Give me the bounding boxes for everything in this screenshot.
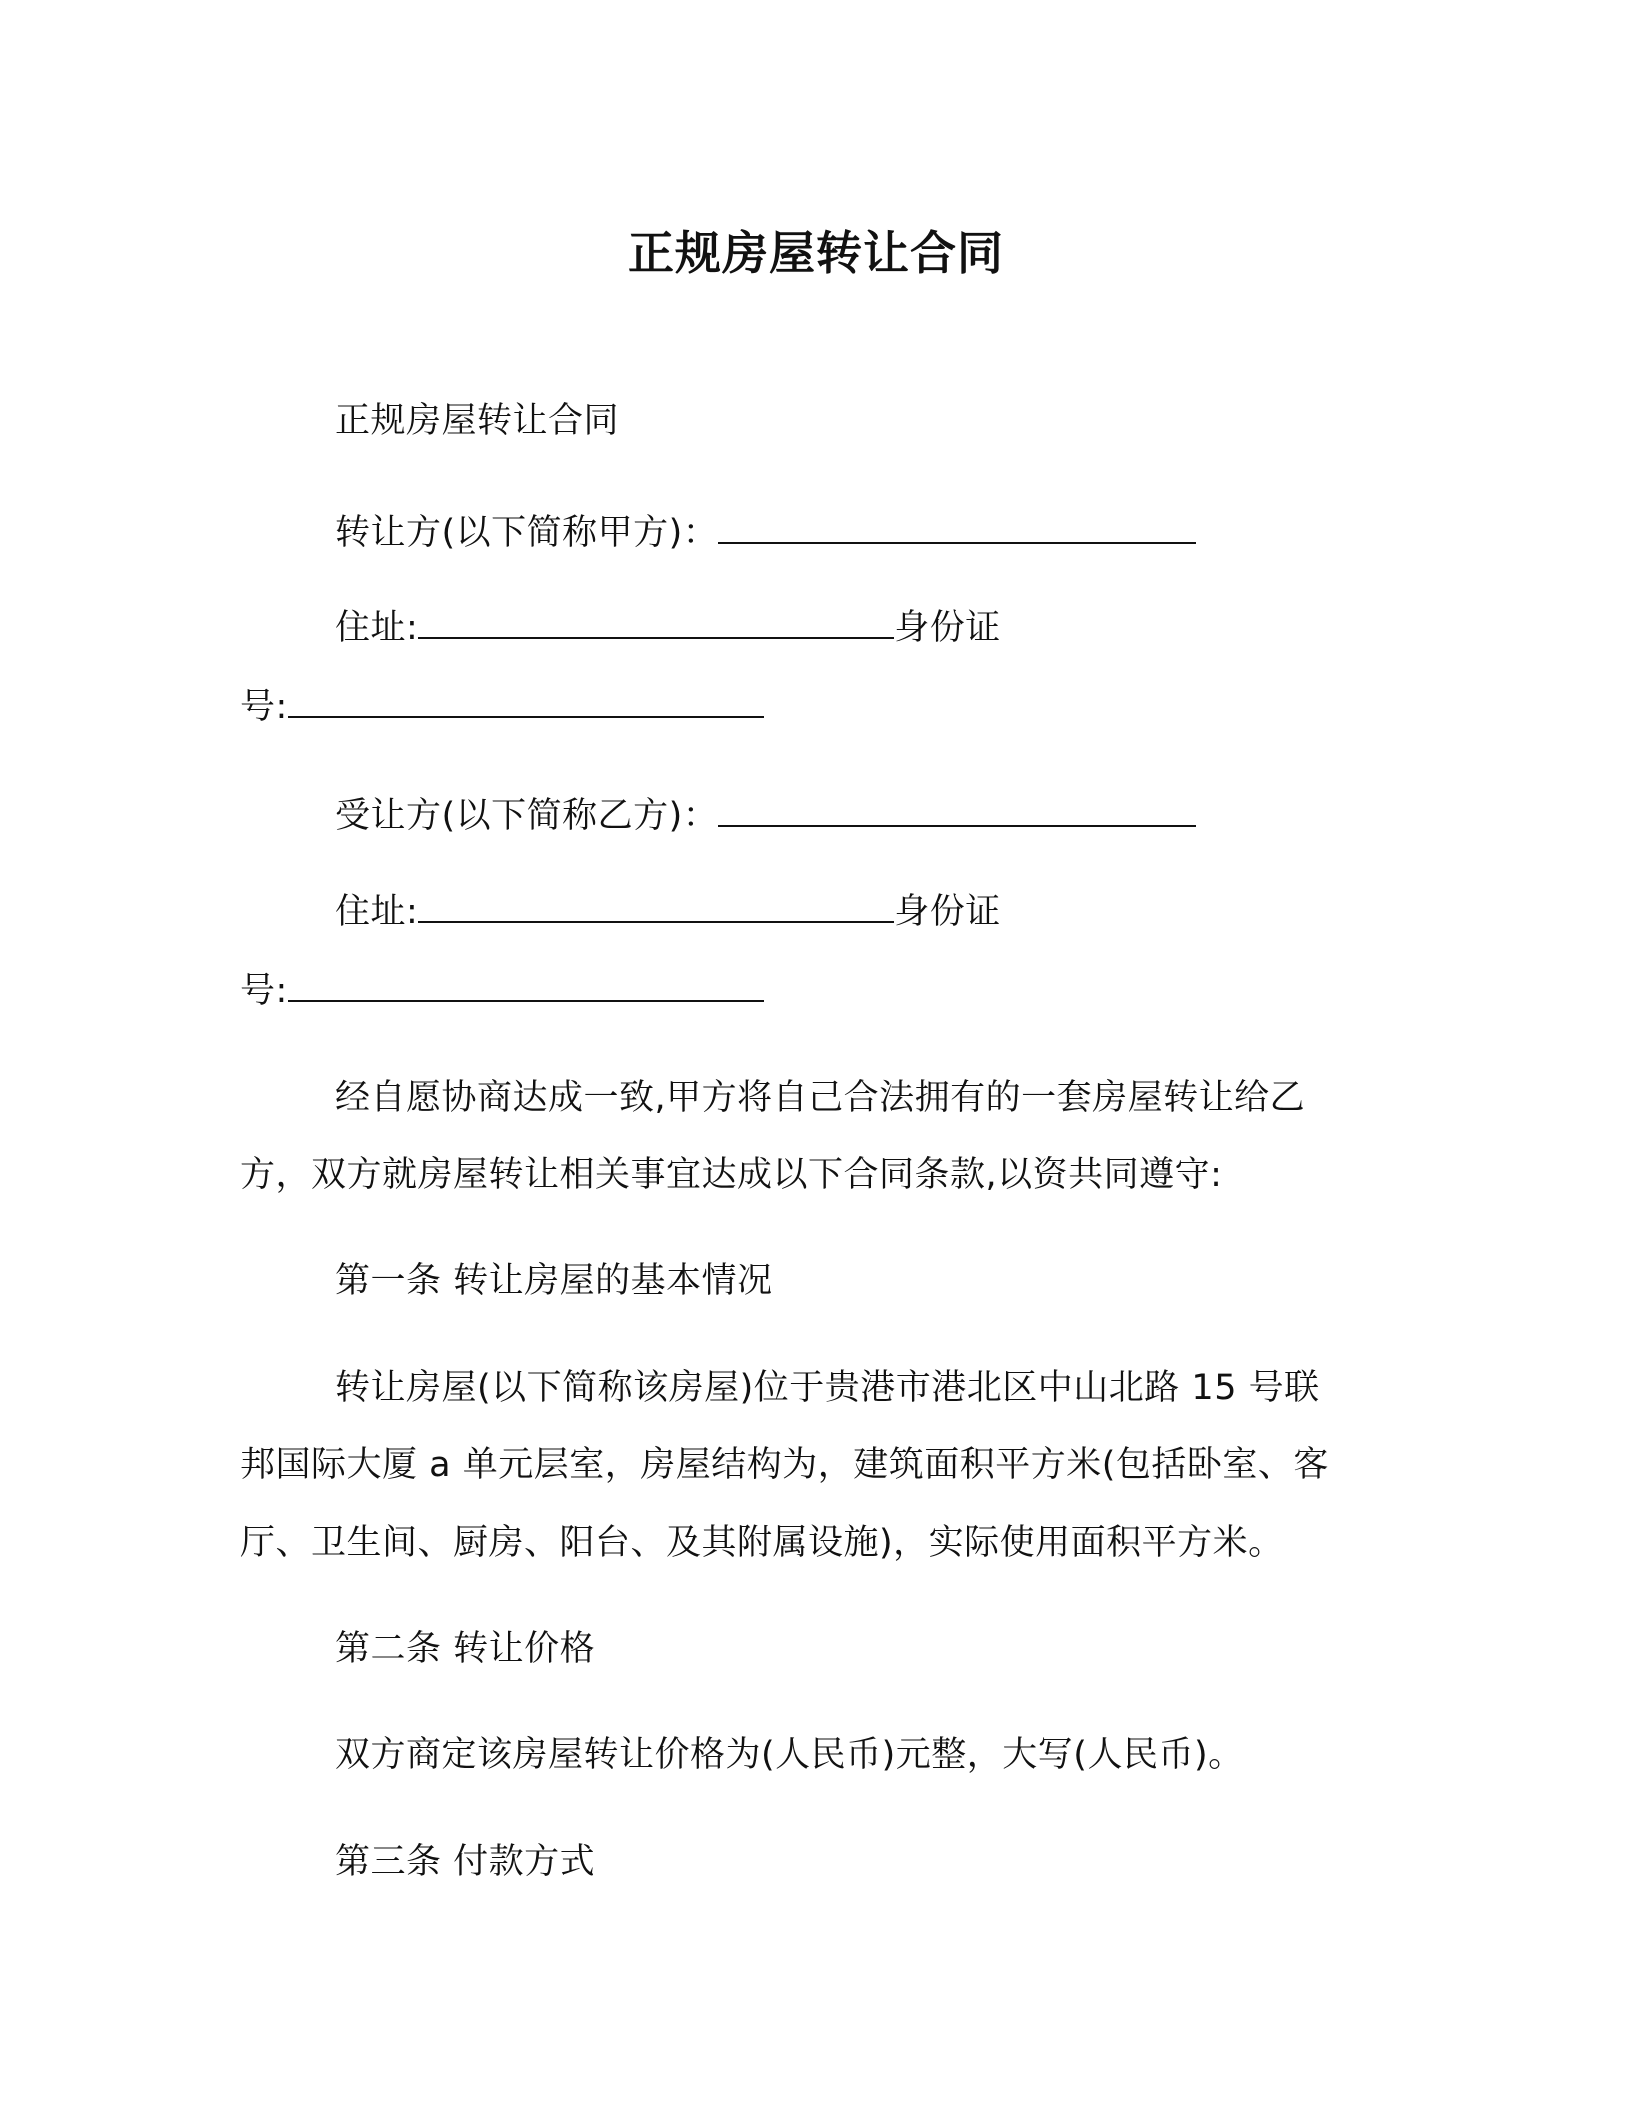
party-b-id-blank[interactable] — [288, 970, 764, 1002]
party-a-address-line — [335, 605, 1001, 651]
party-b-address-blank[interactable] — [418, 891, 894, 923]
article-2-heading: 第二条 转让价格 — [335, 1629, 596, 1669]
intro-paragraph-line-1: 经自愿协商达成一致,甲方将自己合法拥有的一套房屋转让给乙 — [335, 1078, 1306, 1118]
article-1-line-1: 转让房屋(以下简称该房屋)位于贵港市港北区中山北路 15 号联 — [335, 1368, 1320, 1408]
intro-paragraph-line-2: 方，双方就房屋转让相关事宜达成以下合同条款,以资共同遵守: — [240, 1155, 1223, 1195]
party-b-label: 受让方(以下简称乙方)： — [335, 796, 719, 836]
party-b-id-label: 身份证 — [894, 892, 1001, 932]
party-a-address-blank[interactable] — [418, 607, 894, 639]
party-b-id-line — [240, 968, 764, 1014]
party-a-id-label: 身份证 — [894, 608, 1001, 648]
article-2-line-1: 双方商定该房屋转让价格为(人民币)元整，大写(人民币)。 — [335, 1735, 1244, 1775]
party-a-address-label: 住址: — [335, 608, 419, 648]
party-a-id-line — [240, 684, 764, 730]
article-1-heading: 第一条 转让房屋的基本情况 — [335, 1261, 773, 1301]
document-subtitle: 正规房屋转让合同 — [335, 401, 620, 441]
article-3-heading: 第三条 付款方式 — [335, 1842, 596, 1882]
party-b-address-label: 住址: — [335, 892, 419, 932]
article-1-line-3: 厅、卫生间、厨房、阳台、及其附属设施)，实际使用面积平方米。 — [240, 1523, 1284, 1563]
article-1-line-2: 邦国际大厦 a 单元层室，房屋结构为，建筑面积平方米(包括卧室、客 — [240, 1445, 1329, 1485]
party-a-id-label-cont: 号: — [240, 687, 288, 727]
party-b-id-label-cont: 号: — [240, 971, 288, 1011]
document-title: 正规房屋转让合同 — [628, 226, 1004, 280]
party-a-name-blank[interactable] — [718, 512, 1196, 544]
party-a-label: 转让方(以下简称甲方)： — [335, 513, 719, 553]
party-a-line — [335, 510, 1196, 556]
party-b-line — [335, 793, 1196, 839]
party-a-id-blank[interactable] — [288, 686, 764, 718]
party-b-address-line — [335, 889, 1001, 935]
party-b-name-blank[interactable] — [718, 795, 1196, 827]
